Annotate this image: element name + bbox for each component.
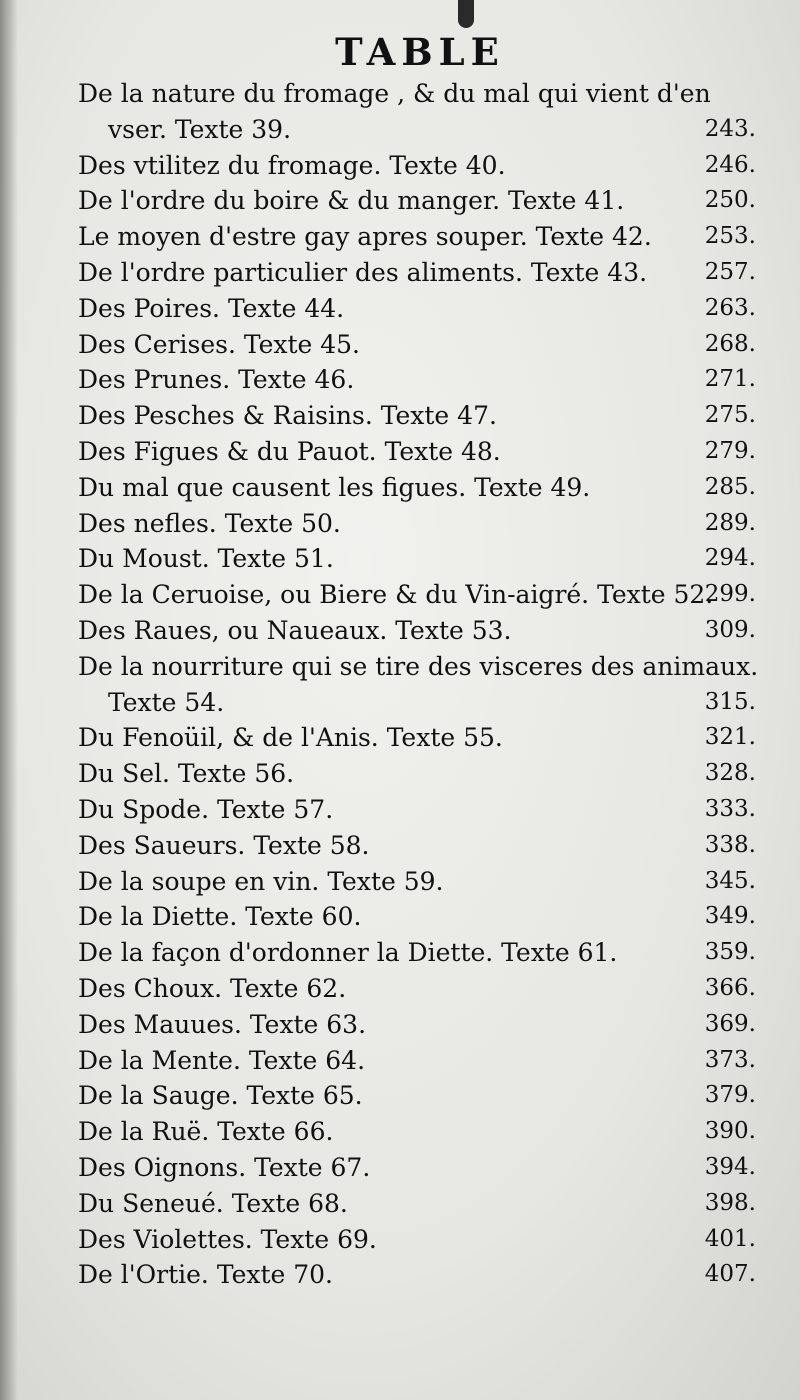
entry-page-number: 309. bbox=[704, 616, 756, 643]
entry-title: Des Saueurs. Texte 58. bbox=[78, 830, 370, 860]
entry-title: Du Fenoüil, & de l'Anis. Texte 55. bbox=[78, 723, 503, 753]
toc-entry bbox=[70, 613, 760, 649]
toc-entry bbox=[70, 828, 760, 864]
toc-entry bbox=[70, 792, 760, 828]
entry-title: Des Mauues. Texte 63. bbox=[78, 1009, 367, 1039]
entry-title: De la Diette. Texte 60. bbox=[78, 902, 362, 932]
toc-entry bbox=[70, 1007, 760, 1043]
toc-entry bbox=[70, 1043, 760, 1079]
toc-entry bbox=[70, 434, 760, 470]
toc-entry bbox=[70, 470, 760, 506]
toc-entry bbox=[70, 899, 760, 935]
entry-title-continuation: Texte 54. bbox=[108, 687, 225, 717]
entry-title: Des Choux. Texte 62. bbox=[78, 973, 347, 1003]
entry-title: Des Cerises. Texte 45. bbox=[78, 329, 361, 359]
entry-title: De la Ceruoise, ou Biere & du Vin-aigré. Texte 52. bbox=[78, 580, 714, 610]
entry-title-continuation: vser. Texte 39. bbox=[108, 114, 292, 144]
toc-entry bbox=[70, 649, 760, 721]
toc-entry bbox=[70, 183, 760, 219]
entry-title: Du mal que causent les figues. Texte 49. bbox=[78, 472, 591, 502]
binding-hole bbox=[458, 0, 474, 28]
entry-title: De la façon d'ordonner la Diette. Texte 61. bbox=[78, 938, 618, 968]
entry-page-number: 349. bbox=[704, 903, 756, 930]
toc-entry bbox=[70, 720, 760, 756]
entry-page-number: 398. bbox=[704, 1189, 756, 1216]
entry-title: Des Oignons. Texte 67. bbox=[78, 1152, 371, 1182]
entry-title: De l'ordre du boire & du manger. Texte 41. bbox=[78, 186, 625, 216]
toc-entry bbox=[70, 1150, 760, 1186]
toc-entry bbox=[70, 362, 760, 398]
entry-page-number: 321. bbox=[704, 724, 756, 751]
entry-title: Des Pesches & Raisins. Texte 47. bbox=[78, 401, 497, 431]
entry-page-number: 373. bbox=[704, 1046, 756, 1073]
entry-page-number: 253. bbox=[704, 223, 756, 250]
entry-page-number: 359. bbox=[704, 939, 756, 966]
entry-page-number: 369. bbox=[704, 1010, 756, 1037]
entry-page-number: 246. bbox=[704, 151, 756, 178]
entry-page-number: 263. bbox=[704, 294, 756, 321]
entry-title: Des Figues & du Pauot. Texte 48. bbox=[78, 436, 501, 466]
entry-title: Du Moust. Texte 51. bbox=[78, 544, 334, 574]
toc-entry bbox=[70, 1186, 760, 1222]
entry-page-number: 333. bbox=[704, 795, 756, 822]
entry-page-number: 299. bbox=[704, 581, 756, 608]
toc-entry bbox=[70, 148, 760, 184]
entry-title: De la nourriture qui se tire des visceres des animaux. bbox=[78, 651, 759, 681]
entry-page-number: 390. bbox=[704, 1118, 756, 1145]
entry-title: Du Spode. Texte 57. bbox=[78, 794, 334, 824]
toc-entry bbox=[70, 1257, 760, 1293]
entry-page-number: 338. bbox=[704, 831, 756, 858]
page-title: TABLE bbox=[335, 30, 505, 74]
entry-title: Des Violettes. Texte 69. bbox=[78, 1224, 377, 1254]
entry-title: Du Sel. Texte 56. bbox=[78, 759, 295, 789]
toc-entry bbox=[70, 1078, 760, 1114]
entry-page-number: 268. bbox=[704, 330, 756, 357]
entry-title: Des nefles. Texte 50. bbox=[78, 508, 341, 538]
entry-page-number: 401. bbox=[704, 1225, 756, 1252]
toc-entry bbox=[70, 935, 760, 971]
entry-title: De la Sauge. Texte 65. bbox=[78, 1081, 363, 1111]
entry-page-number: 289. bbox=[704, 509, 756, 536]
toc-entry bbox=[70, 219, 760, 255]
entry-page-number: 379. bbox=[704, 1082, 756, 1109]
toc-entry bbox=[70, 541, 760, 577]
toc-entry bbox=[70, 1222, 760, 1258]
entry-title: De l'Ortie. Texte 70. bbox=[78, 1260, 334, 1290]
entry-page-number: 279. bbox=[704, 437, 756, 464]
entry-page-number: 315. bbox=[704, 688, 756, 715]
entry-page-number: 275. bbox=[704, 402, 756, 429]
toc-entry bbox=[70, 291, 760, 327]
entry-title: De l'ordre particulier des aliments. Texte 43. bbox=[78, 257, 648, 287]
entry-title: Le moyen d'estre gay apres souper. Texte 42. bbox=[78, 222, 652, 252]
toc-entry bbox=[70, 864, 760, 900]
entry-title: De la Mente. Texte 64. bbox=[78, 1045, 366, 1075]
entry-page-number: 345. bbox=[704, 867, 756, 894]
entry-page-number: 285. bbox=[704, 473, 756, 500]
entry-title: Des Poires. Texte 44. bbox=[78, 293, 345, 323]
entry-title: Des Prunes. Texte 46. bbox=[78, 365, 355, 395]
entry-title: De la Ruë. Texte 66. bbox=[78, 1117, 334, 1147]
entry-title: De la nature du fromage , & du mal qui vient d'en bbox=[78, 79, 711, 108]
toc-entry bbox=[70, 398, 760, 434]
entry-page-number: 271. bbox=[704, 366, 756, 393]
toc-entry bbox=[70, 971, 760, 1007]
entry-title: Des Raues, ou Naueaux. Texte 53. bbox=[78, 615, 512, 645]
entry-page-number: 366. bbox=[704, 974, 756, 1001]
entry-page-number: 328. bbox=[704, 760, 756, 787]
entry-page-number: 394. bbox=[704, 1153, 756, 1180]
entry-page-number: 407. bbox=[704, 1261, 756, 1288]
entry-title: De la soupe en vin. Texte 59. bbox=[78, 866, 444, 896]
entry-title: Du Seneué. Texte 68. bbox=[78, 1188, 348, 1218]
toc-entry bbox=[70, 1114, 760, 1150]
toc-entry bbox=[70, 756, 760, 792]
entry-title: Des vtilitez du fromage. Texte 40. bbox=[78, 150, 506, 180]
entry-page-number: 243. bbox=[704, 115, 756, 142]
entry-page-number: 257. bbox=[704, 258, 756, 285]
toc-entry bbox=[70, 577, 760, 613]
toc-entry bbox=[70, 255, 760, 291]
toc-entry bbox=[70, 76, 760, 148]
toc-entry bbox=[70, 327, 760, 363]
table-of-contents bbox=[70, 76, 760, 1293]
entry-page-number: 250. bbox=[704, 187, 756, 214]
toc-entry bbox=[70, 506, 760, 542]
entry-page-number: 294. bbox=[704, 545, 756, 572]
